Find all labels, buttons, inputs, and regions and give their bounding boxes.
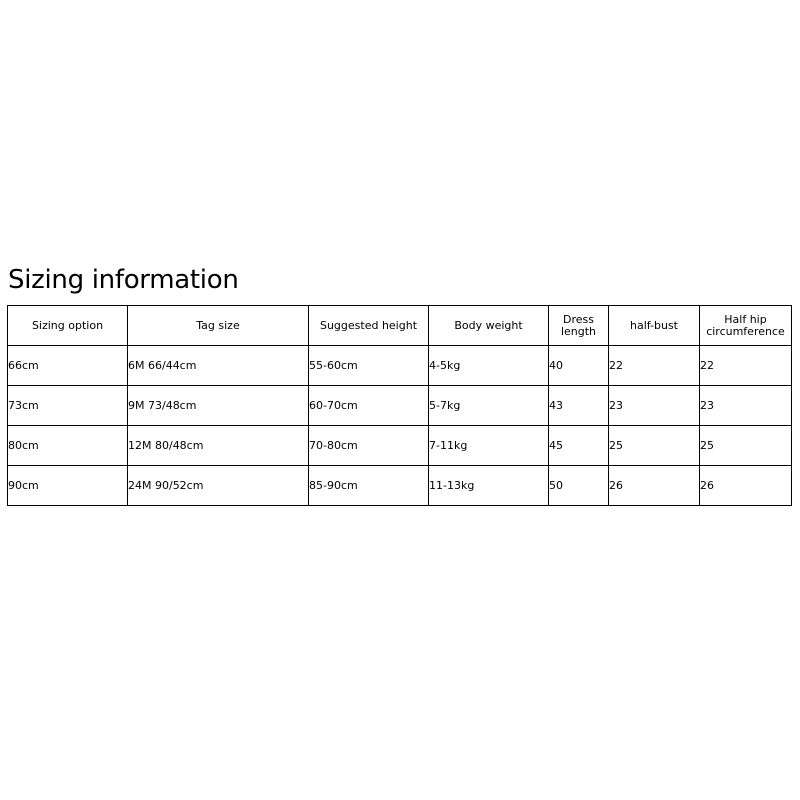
cell-half-hip: 25: [700, 426, 792, 466]
header-sizing-option: Sizing option: [8, 306, 128, 346]
cell-tag-size: 12M 80/48cm: [128, 426, 309, 466]
cell-half-bust: 25: [609, 426, 700, 466]
cell-dress-length: 50: [549, 466, 609, 506]
cell-suggested-height: 85-90cm: [309, 466, 429, 506]
cell-half-hip: 26: [700, 466, 792, 506]
table-row: [8, 386, 792, 426]
cell-sizing-option: 80cm: [8, 426, 128, 466]
cell-body-weight: 4-5kg: [429, 346, 549, 386]
table-header-row: [8, 306, 792, 346]
cell-half-bust: 26: [609, 466, 700, 506]
header-dress-length: Dress length: [549, 306, 609, 346]
header-tag-size: Tag size: [128, 306, 309, 346]
page-title: Sizing information: [8, 265, 239, 295]
cell-sizing-option: 73cm: [8, 386, 128, 426]
cell-suggested-height: 55-60cm: [309, 346, 429, 386]
cell-body-weight: 11-13kg: [429, 466, 549, 506]
cell-half-hip: 23: [700, 386, 792, 426]
header-half-bust: half-bust: [609, 306, 700, 346]
cell-dress-length: 45: [549, 426, 609, 466]
cell-sizing-option: 90cm: [8, 466, 128, 506]
cell-tag-size: 24M 90/52cm: [128, 466, 309, 506]
sizing-table: [7, 305, 792, 506]
cell-body-weight: 5-7kg: [429, 386, 549, 426]
cell-dress-length: 40: [549, 346, 609, 386]
cell-sizing-option: 66cm: [8, 346, 128, 386]
cell-half-bust: 23: [609, 386, 700, 426]
cell-tag-size: 9M 73/48cm: [128, 386, 309, 426]
cell-body-weight: 7-11kg: [429, 426, 549, 466]
cell-suggested-height: 70-80cm: [309, 426, 429, 466]
cell-half-bust: 22: [609, 346, 700, 386]
table-row: [8, 426, 792, 466]
header-half-hip-circumference: Half hip circumference: [700, 306, 792, 346]
cell-tag-size: 6M 66/44cm: [128, 346, 309, 386]
table-row: [8, 346, 792, 386]
cell-suggested-height: 60-70cm: [309, 386, 429, 426]
cell-half-hip: 22: [700, 346, 792, 386]
table-row: [8, 466, 792, 506]
header-suggested-height: Suggested height: [309, 306, 429, 346]
header-body-weight: Body weight: [429, 306, 549, 346]
cell-dress-length: 43: [549, 386, 609, 426]
